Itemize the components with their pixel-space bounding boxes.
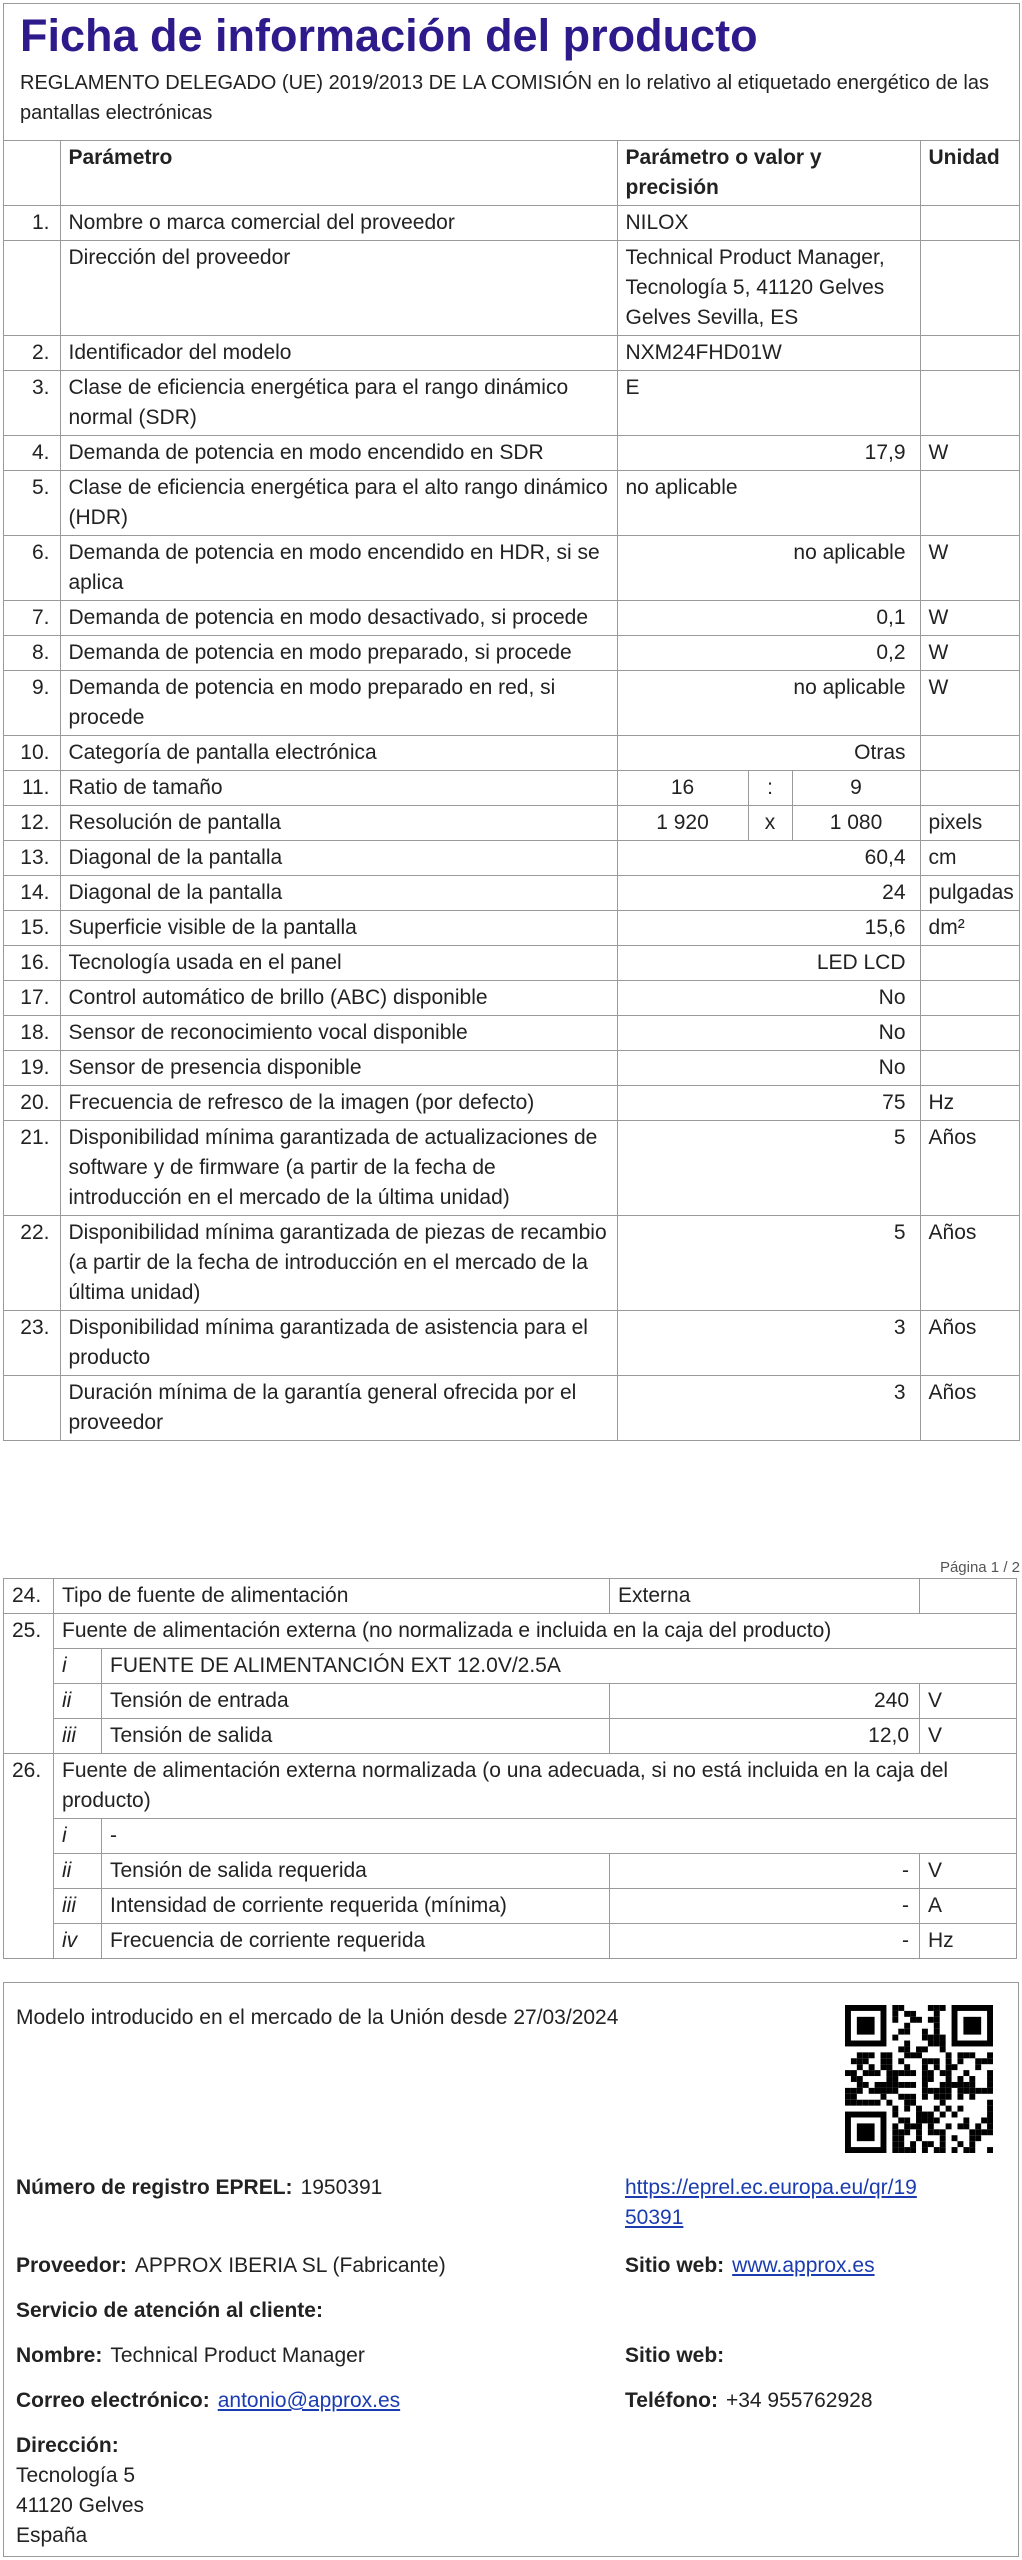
table-row [4, 241, 1019, 336]
proveedor: Proveedor: APPROX IBERIA SL (Fabricante) [16, 2254, 446, 2277]
phone: Teléfono: +34 955762928 [625, 2389, 873, 2412]
parameter-label: Nombre o marca comercial del proveedor [60, 206, 617, 241]
table-row [4, 981, 1019, 1016]
row-number: 17. [4, 981, 60, 1016]
parameter-label: Control automático de brillo (ABC) disponible [60, 981, 617, 1016]
table-row [4, 336, 1019, 371]
parameter-label: Resolución de pantalla [60, 806, 617, 841]
table-row [4, 601, 1019, 636]
table-row: iii Tensión de salida 12,0 V [4, 1719, 1017, 1754]
parameter-label: Diagonal de la pantalla [60, 876, 617, 911]
table-row [4, 1376, 1019, 1441]
table-row [4, 1051, 1019, 1086]
parameter-value: 3 [617, 1376, 920, 1441]
parameter-unit: dm² [920, 911, 1019, 946]
parameter-value: Otras [617, 736, 920, 771]
parameter-unit: Hz [920, 1086, 1019, 1121]
website-link[interactable]: www.approx.es [732, 2254, 875, 2277]
parameter-unit: W [920, 671, 1019, 736]
table-row [4, 636, 1019, 671]
row-number [4, 241, 60, 336]
parameter-unit: Años [920, 1216, 1019, 1311]
parameter-label: Disponibilidad mínima garantizada de piezas de recambio (a partir de la fecha de introducción en el mercado de la última unidad) [60, 1216, 617, 1311]
registration-footer [3, 1982, 1019, 2557]
parameter-value: 24 [617, 876, 920, 911]
row-number: 7. [4, 601, 60, 636]
row-number: 20. [4, 1086, 60, 1121]
table-row: 25. Fuente de alimentación externa (no normalizada e incluida en la caja del producto) [4, 1614, 1017, 1649]
power-supply-table [3, 1578, 1017, 1959]
parameter-value: no aplicable [617, 671, 920, 736]
parameter-unit [920, 206, 1019, 241]
table-row: 26. Fuente de alimentación externa normalizada (o una adecuada, si no está incluida en la caja del producto) [4, 1754, 1017, 1819]
table-row [4, 911, 1019, 946]
parameter-value: no aplicable [617, 536, 920, 601]
table-row: i FUENTE DE ALIMENTANCIÓN EXT 12.0V/2.5A [4, 1649, 1017, 1684]
header-row [4, 141, 1019, 206]
table-row: iv Frecuencia de corriente requerida - Hz [4, 1924, 1017, 1959]
value-separator: : [748, 771, 792, 806]
table-row: 24. Tipo de fuente de alimentación Externa [4, 1579, 1017, 1614]
row-number: 1. [4, 206, 60, 241]
parameter-value: 75 [617, 1086, 920, 1121]
parameter-table [4, 141, 1019, 1440]
table-row [4, 806, 1019, 841]
parameter-unit: pixels [920, 806, 1019, 841]
parameter-unit [920, 1016, 1019, 1051]
row-number: 21. [4, 1121, 60, 1216]
value-separator: x [748, 806, 792, 841]
parameter-value: No [617, 1051, 920, 1086]
parameter-label: Disponibilidad mínima garantizada de actualizaciones de software y de firmware (a partir de la fecha de introducción en el mercado de la última unidad) [60, 1121, 617, 1216]
row-number: 11. [4, 771, 60, 806]
table-row [4, 1216, 1019, 1311]
title-block [4, 4, 1019, 141]
parameter-label: Clase de eficiencia energética para el rango dinámico normal (SDR) [60, 371, 617, 436]
header-valor: Parámetro o valor y precisión [617, 141, 920, 206]
qr-code-icon[interactable] [845, 2005, 993, 2153]
table-row: iii Intensidad de corriente requerida (mínima) - A [4, 1889, 1017, 1924]
row-number: 6. [4, 536, 60, 601]
table-row [4, 841, 1019, 876]
table-row: ii Tensión de salida requerida - V [4, 1854, 1017, 1889]
row-number: 12. [4, 806, 60, 841]
parameter-unit: Años [920, 1121, 1019, 1216]
row-number: 2. [4, 336, 60, 371]
parameter-unit: Años [920, 1376, 1019, 1441]
row-number: 4. [4, 436, 60, 471]
parameter-unit: W [920, 536, 1019, 601]
row-number: 16. [4, 946, 60, 981]
page-indicator: Página 1 / 2 [939, 1559, 1020, 1576]
parameter-label: Identificador del modelo [60, 336, 617, 371]
table-row [4, 1016, 1019, 1051]
value-part: 1 080 [792, 806, 920, 841]
parameter-value: 5 [617, 1121, 920, 1216]
table-row [4, 371, 1019, 436]
row-number: 14. [4, 876, 60, 911]
eprel-link[interactable]: https://eprel.ec.europa.eu/qr/19 50391 [625, 2176, 917, 2229]
eprel-number: Número de registro EPREL: 1950391 [16, 2176, 383, 2199]
parameter-unit [920, 336, 1019, 371]
parameter-label: Ratio de tamaño [60, 771, 617, 806]
row-number: 15. [4, 911, 60, 946]
parameter-unit [920, 241, 1019, 336]
parameter-unit: pulgadas [920, 876, 1019, 911]
parameter-unit [920, 471, 1019, 536]
row-number: 13. [4, 841, 60, 876]
row-number: 5. [4, 471, 60, 536]
contact-name: Nombre: Technical Product Manager [16, 2344, 365, 2367]
customer-service-heading: Servicio de atención al cliente: [16, 2299, 323, 2322]
parameter-label: Categoría de pantalla electrónica [60, 736, 617, 771]
parameter-unit [920, 736, 1019, 771]
row-number: 3. [4, 371, 60, 436]
parameter-value: NXM24FHD01W [617, 336, 920, 371]
table-row [4, 736, 1019, 771]
parameter-label: Demanda de potencia en modo preparado, si procede [60, 636, 617, 671]
row-number: 10. [4, 736, 60, 771]
email-link[interactable]: antonio@approx.es [217, 2389, 401, 2412]
address: Dirección: Tecnología 5 41120 Gelves España [16, 2434, 145, 2547]
table-row [4, 1311, 1019, 1376]
parameter-unit [920, 981, 1019, 1016]
parameter-label: Demanda de potencia en modo desactivado, si procede [60, 601, 617, 636]
parameter-value: Technical Product Manager, Tecnología 5, 41120 Gelves Gelves Sevilla, ES [617, 241, 920, 336]
row-number [4, 1376, 60, 1441]
parameter-value: 3 [617, 1311, 920, 1376]
parameter-label: Sensor de reconocimiento vocal disponible [60, 1016, 617, 1051]
page-title: Ficha de información del producto [20, 10, 758, 61]
parameter-label: Demanda de potencia en modo preparado en red, si procede [60, 671, 617, 736]
table-row [4, 1121, 1019, 1216]
parameter-label: Sensor de presencia disponible [60, 1051, 617, 1086]
table-row [4, 536, 1019, 601]
row-number: 18. [4, 1016, 60, 1051]
parameter-unit [920, 771, 1019, 806]
parameter-label: Demanda de potencia en modo encendido en SDR [60, 436, 617, 471]
parameter-unit: W [920, 436, 1019, 471]
table-row [4, 1086, 1019, 1121]
table-row [4, 471, 1019, 536]
parameter-label: Diagonal de la pantalla [60, 841, 617, 876]
parameter-label: Clase de eficiencia energética para el alto rango dinámico (HDR) [60, 471, 617, 536]
table-row [4, 436, 1019, 471]
row-number: 8. [4, 636, 60, 671]
table-row [4, 206, 1019, 241]
parameter-value: NILOX [617, 206, 920, 241]
table-row: i - [4, 1819, 1017, 1854]
parameter-label: Disponibilidad mínima garantizada de asistencia para el producto [60, 1311, 617, 1376]
parameter-unit: W [920, 636, 1019, 671]
parameter-unit [920, 1051, 1019, 1086]
parameter-label: Tecnología usada en el panel [60, 946, 617, 981]
parameter-unit: cm [920, 841, 1019, 876]
parameter-unit [920, 371, 1019, 436]
parameter-value: 0,2 [617, 636, 920, 671]
service-website: Sitio web: [625, 2344, 725, 2367]
website: Sitio web: www.approx.es [625, 2254, 875, 2277]
parameter-value: 15,6 [617, 911, 920, 946]
parameter-unit: Años [920, 1311, 1019, 1376]
parameter-value: 5 [617, 1216, 920, 1311]
parameter-value: no aplicable [617, 471, 920, 536]
value-part: 16 [617, 771, 748, 806]
parameter-label: Duración mínima de la garantía general ofrecida por el proveedor [60, 1376, 617, 1441]
parameter-unit: W [920, 601, 1019, 636]
header-parametro: Parámetro [60, 141, 617, 206]
row-number: 19. [4, 1051, 60, 1086]
parameter-label: Demanda de potencia en modo encendido en HDR, si se aplica [60, 536, 617, 601]
table-row [4, 671, 1019, 736]
email: Correo electrónico: antonio@approx.es [16, 2389, 401, 2412]
row-number: 22. [4, 1216, 60, 1311]
market-intro: Modelo introducido en el mercado de la Unión desde 27/03/2024 [16, 2006, 619, 2029]
value-part: 1 920 [617, 806, 748, 841]
parameter-value: 0,1 [617, 601, 920, 636]
parameter-label: Frecuencia de refresco de la imagen (por defecto) [60, 1086, 617, 1121]
parameter-value: LED LCD [617, 946, 920, 981]
parameter-label: Dirección del proveedor [60, 241, 617, 336]
table-row [4, 876, 1019, 911]
parameter-value: No [617, 1016, 920, 1051]
parameter-value: E [617, 371, 920, 436]
parameter-value: 60,4 [617, 841, 920, 876]
value-part: 9 [792, 771, 920, 806]
header-unidad: Unidad [920, 141, 1019, 206]
row-number: 9. [4, 671, 60, 736]
product-info-sheet [3, 3, 1020, 1441]
table-row [4, 771, 1019, 806]
parameter-label: Superficie visible de la pantalla [60, 911, 617, 946]
table-row [4, 946, 1019, 981]
table-row: ii Tensión de entrada 240 V [4, 1684, 1017, 1719]
parameter-value: 17,9 [617, 436, 920, 471]
row-number: 23. [4, 1311, 60, 1376]
regulation-subtitle: REGLAMENTO DELEGADO (UE) 2019/2013 DE LA COMISIÓN en lo relativo al etiquetado energético de las pantallas electrónicas [20, 72, 989, 124]
parameter-unit [920, 946, 1019, 981]
parameter-value: No [617, 981, 920, 1016]
